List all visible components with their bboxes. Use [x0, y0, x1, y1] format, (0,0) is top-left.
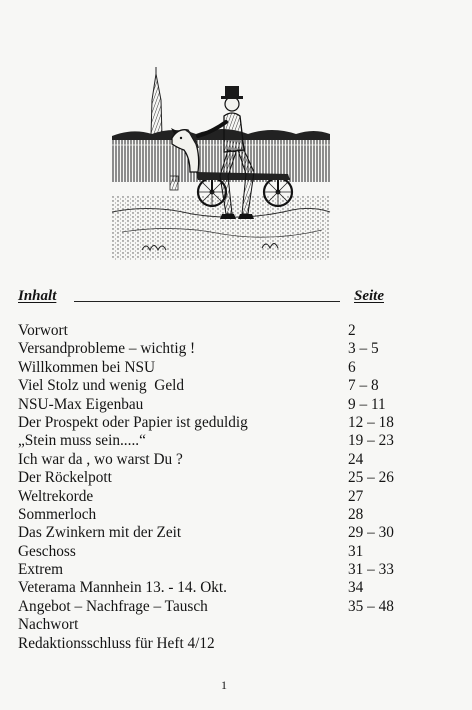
toc-entry-title: Der Prospekt oder Papier ist geduldig — [18, 413, 248, 431]
toc-entry-page: 12 – 18 — [348, 413, 394, 431]
toc-entry-title: Extrem — [18, 561, 64, 579]
toc-entry — [18, 396, 438, 414]
toc-entry-page: 2 — [348, 322, 356, 339]
contents-heading: Inhalt — [18, 288, 57, 304]
toc-entry — [18, 469, 438, 487]
toc-entry — [18, 561, 438, 579]
hobby-horse-illustration — [112, 64, 332, 260]
toc-entry-title: Ich war da , wo warst Du ? — [18, 450, 183, 468]
toc-entry — [18, 359, 438, 377]
toc-entry-page: 7 – 8 — [348, 377, 379, 395]
toc-entry-page: 27 — [348, 487, 364, 505]
toc-entry-page: 9 – 11 — [348, 395, 386, 413]
toc-entry-title: Versandprobleme – wichtig ! — [18, 340, 196, 358]
toc-entry-title: NSU-Max Eigenbau — [18, 395, 144, 413]
toc-entry — [18, 322, 438, 340]
toc-entry-page: 34 — [348, 579, 364, 597]
toc-entry-page: 31 – 33 — [348, 561, 394, 579]
toc-entry — [18, 616, 438, 634]
toc-entry — [18, 488, 438, 506]
toc-entry-title: Veterama Mannhein 13. - 14. Okt. — [18, 579, 228, 597]
toc-entry — [18, 543, 438, 561]
toc-entry — [18, 377, 438, 395]
toc-entry-page: 19 – 23 — [348, 432, 394, 450]
toc-entry — [18, 579, 438, 597]
toc-entry-title: Sommerloch — [18, 505, 97, 523]
toc-entry-page: 35 – 48 — [348, 597, 394, 615]
toc-entry — [18, 340, 438, 358]
toc-entry-page: 29 – 30 — [348, 524, 394, 542]
toc-entry-title: Das Zwinkern mit der Zeit — [18, 524, 182, 542]
toc-entry — [18, 414, 438, 432]
toc-entry — [18, 506, 438, 524]
man-riding-hobby-horse-icon — [112, 64, 332, 260]
toc-entry — [18, 432, 438, 450]
header-rule — [74, 301, 340, 302]
toc-entry-title: Nachwort — [18, 616, 79, 634]
toc-entry-page: 6 — [348, 358, 356, 376]
toc-entry — [18, 598, 438, 616]
toc-entry — [18, 635, 438, 653]
toc-entry-page: 31 — [348, 542, 364, 560]
page-number: 1 — [221, 678, 227, 692]
toc-entry — [18, 524, 438, 542]
toc-entry-title: Viel Stolz und wenig Geld — [18, 377, 185, 395]
toc-entry-title: „Stein muss sein.....“ — [18, 432, 146, 450]
toc-entry-title: Der Röckelpott — [18, 469, 112, 487]
toc-entry-page: 28 — [348, 505, 364, 523]
table-of-contents — [18, 322, 438, 653]
toc-entry-title: Redaktionsschluss für Heft 4/12 — [18, 634, 215, 652]
toc-entry — [18, 451, 438, 469]
toc-entry-page: 25 – 26 — [348, 469, 394, 487]
toc-entry-title: Willkommen bei NSU — [18, 358, 156, 376]
toc-entry-page: 3 – 5 — [348, 340, 379, 358]
toc-entry-title: Angebot – Nachfrage – Tausch — [18, 597, 208, 615]
toc-entry-page: 24 — [348, 450, 364, 468]
toc-entry-title: Geschoss — [18, 542, 76, 560]
toc-header — [18, 286, 410, 306]
toc-entry-title: Weltrekorde — [18, 487, 94, 505]
page-column-heading: Seite — [354, 288, 384, 304]
toc-entry-title: Vorwort — [18, 322, 68, 339]
